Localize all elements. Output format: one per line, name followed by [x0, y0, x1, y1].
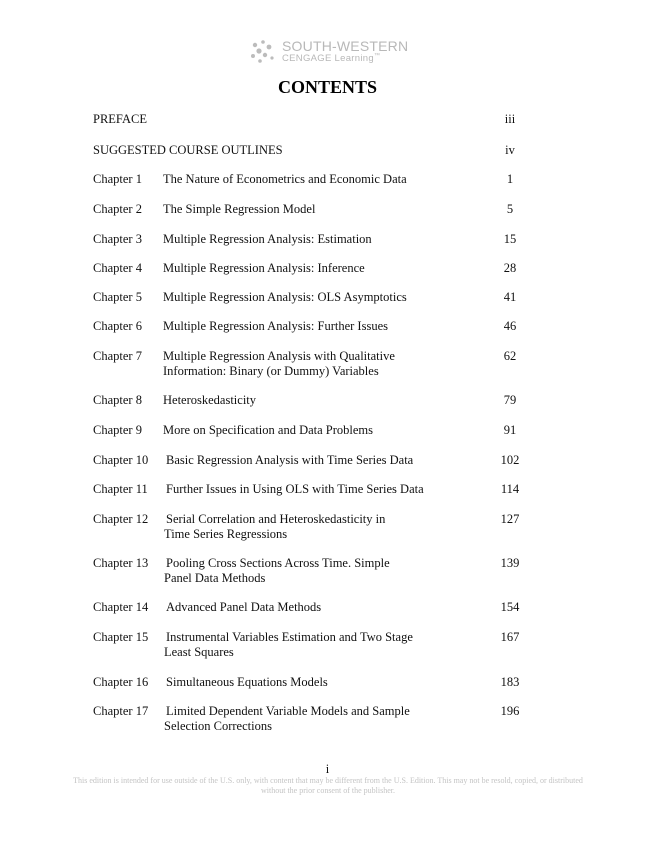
- toc-page-number: 79: [503, 393, 517, 407]
- copyright-notice: This edition is intended for use outside of the U.S. only, with content that may be different from the U.S. Edition. This may not be resold, copied, or distributed without the prior consent of the publisher.: [73, 776, 583, 795]
- chapter-title: [163, 232, 372, 247]
- toc-page-number: 127: [500, 512, 520, 526]
- toc-page-number: 183: [500, 675, 520, 689]
- chapter-title-line1: Serial Correlation and Heteroskedasticity in: [166, 512, 386, 526]
- toc-page-number: 167: [500, 630, 520, 644]
- toc-page-number: 154: [500, 600, 520, 614]
- toc-page-number: 62: [503, 349, 517, 363]
- chapter-title-line1: More on Specification and Data Problems: [163, 423, 374, 437]
- chapter-number: Chapter 2: [93, 202, 142, 216]
- chapter-title-line1: Multiple Regression Analysis: Inference: [163, 261, 365, 275]
- chapter-title-line2: Selection Corrections: [164, 719, 272, 733]
- chapter-title: [163, 261, 365, 276]
- chapter-title: [163, 290, 407, 305]
- chapter-number: Chapter 5: [93, 290, 142, 304]
- chapter-number: Chapter 9: [93, 423, 142, 437]
- chapter-title: [163, 172, 407, 187]
- chapter-number: Chapter 14: [93, 600, 149, 614]
- toc-page-number: 139: [500, 556, 520, 570]
- logo-dots-icon: [249, 39, 277, 65]
- chapter-title: [163, 393, 256, 408]
- chapter-number: Chapter 13: [93, 556, 149, 570]
- toc-page-number: 114: [500, 482, 520, 496]
- toc-page-number: 196: [500, 704, 520, 718]
- chapter-title-line1: Multiple Regression Analysis: OLS Asymptotics: [163, 290, 407, 304]
- chapter-title-line2: Information: Binary (or Dummy) Variables: [163, 364, 379, 378]
- brand-subname: CENGAGE Learning™: [282, 53, 381, 64]
- chapter-number: Chapter 16: [93, 675, 149, 689]
- chapter-number: Chapter 1: [93, 172, 142, 186]
- chapter-title-line1: Multiple Regression Analysis: Further Issues: [163, 319, 388, 333]
- chapter-title: [166, 675, 328, 690]
- chapter-title: [166, 704, 410, 734]
- chapter-title-line1: Pooling Cross Sections Across Time. Simple: [166, 556, 390, 570]
- chapter-title-line1: Instrumental Variables Estimation and Two Stage: [166, 630, 413, 644]
- chapter-title-line1: Further Issues in Using OLS with Time Series Data: [166, 482, 424, 496]
- chapter-title-line2: Panel Data Methods: [164, 571, 266, 585]
- toc-page-number: iv: [505, 143, 515, 157]
- brand-name: SOUTH-WESTERN: [282, 38, 409, 54]
- chapter-title: [163, 319, 388, 334]
- toc-page-number: 41: [503, 290, 517, 304]
- chapter-title: [166, 512, 385, 542]
- toc-page-number: 15: [503, 232, 517, 246]
- chapter-title: [166, 482, 424, 497]
- chapter-title: [166, 600, 321, 615]
- chapter-number: Chapter 6: [93, 319, 142, 333]
- chapter-number: Chapter 3: [93, 232, 142, 246]
- toc-entry-title: SUGGESTED COURSE OUTLINES: [93, 143, 283, 157]
- chapter-title-line1: Limited Dependent Variable Models and Sample: [166, 704, 410, 718]
- chapter-title: [166, 556, 390, 586]
- chapter-number: Chapter 10: [93, 453, 149, 467]
- chapter-title-line1: Heteroskedasticity: [163, 393, 257, 407]
- chapter-title: [163, 423, 373, 438]
- chapter-title-line2: Least Squares: [164, 645, 234, 659]
- toc-page-number: 5: [506, 202, 514, 216]
- chapter-number: Chapter 8: [93, 393, 142, 407]
- chapter-number: Chapter 7: [93, 349, 142, 363]
- chapter-title-line1: Multiple Regression Analysis with Qualitative: [163, 349, 395, 363]
- chapter-title: [163, 349, 395, 379]
- chapter-title-line1: Basic Regression Analysis with Time Series Data: [166, 453, 414, 467]
- chapter-number: Chapter 11: [93, 482, 148, 496]
- toc-page-number: 28: [503, 261, 517, 275]
- chapter-title: [166, 630, 413, 660]
- chapter-number: Chapter 17: [93, 704, 149, 718]
- chapter-title: [163, 202, 315, 217]
- chapter-number: Chapter 4: [93, 261, 142, 275]
- chapter-title-line2: Time Series Regressions: [164, 527, 288, 541]
- toc-entry-title: PREFACE: [93, 112, 147, 126]
- page-title: CONTENTS: [277, 77, 378, 97]
- chapter-title: [166, 453, 413, 468]
- chapter-number: Chapter 12: [93, 512, 149, 526]
- page-number: i: [325, 762, 330, 776]
- toc-page-number: 91: [503, 423, 517, 437]
- chapter-title-line1: Multiple Regression Analysis: Estimation: [163, 232, 372, 246]
- chapter-title-line1: Advanced Panel Data Methods: [166, 600, 322, 614]
- toc-page-number: 1: [506, 172, 514, 186]
- chapter-title-line1: Simultaneous Equations Models: [166, 675, 328, 689]
- chapter-number: Chapter 15: [93, 630, 149, 644]
- toc-page-number: 102: [500, 453, 520, 467]
- toc-page-number: 46: [503, 319, 517, 333]
- toc-page-number: iii: [504, 112, 516, 126]
- chapter-title-line1: The Nature of Econometrics and Economic Data: [163, 172, 407, 186]
- publisher-logo: [249, 38, 419, 68]
- chapter-title-line1: The Simple Regression Model: [163, 202, 316, 216]
